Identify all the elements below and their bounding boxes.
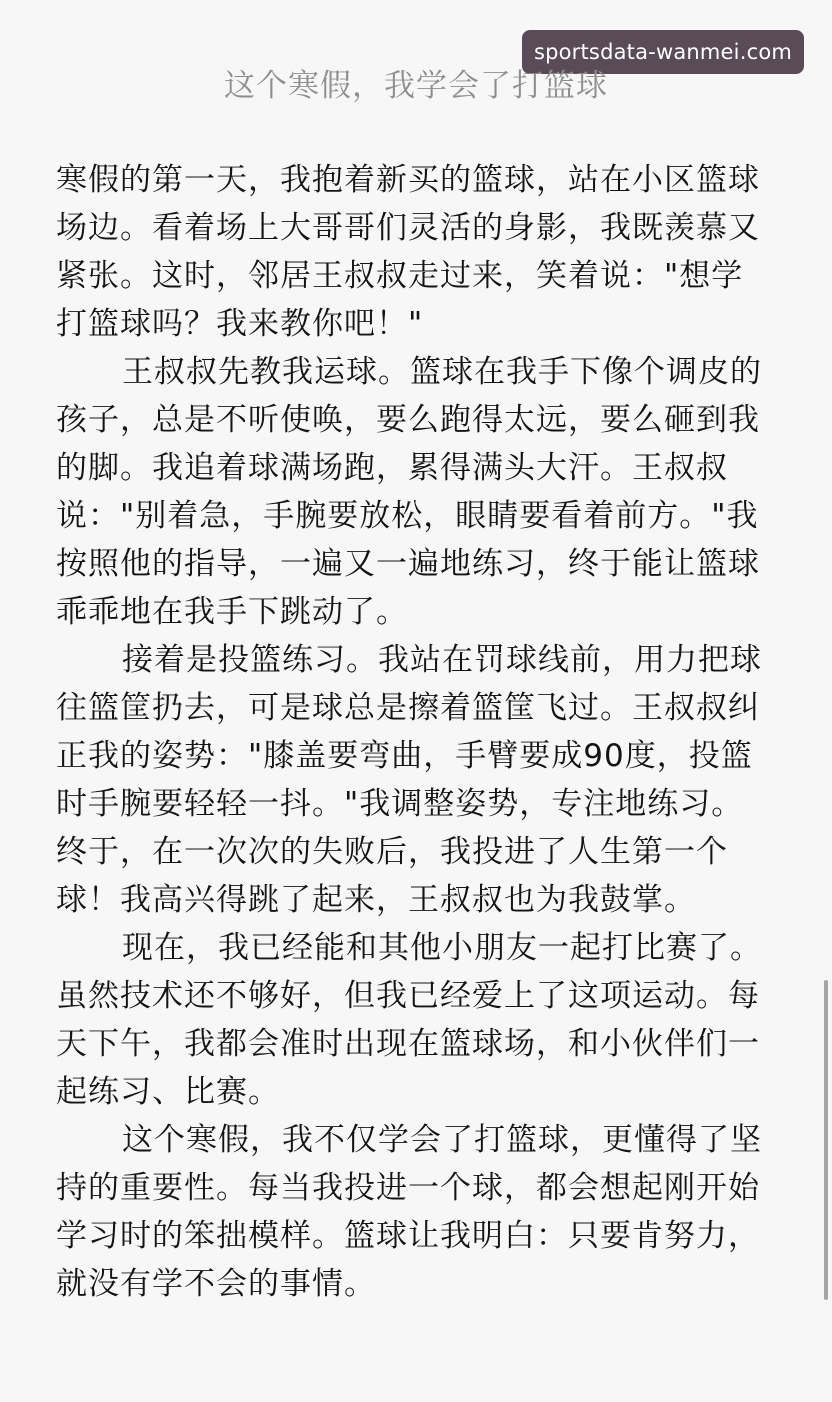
paragraph-5: 这个寒假，我不仅学会了打篮球，更懂得了坚持的重要性。每当我投进一个球，都会想起刚开始学习时的笨拙模样。篮球让我明白：只要肯努力，就没有学不会的事情。 [56,1122,762,1302]
paragraph-2: 王叔叔先教我运球。篮球在我手下像个调皮的孩子，总是不听使唤，要么跑得太远，要么砸到我的脚。我追着球满场跑，累得满头大汗。王叔叔说："别着急，手腕要放松，眼睛要看着前方。"我按照他的指导，一遍又一遍地练习，终于能让篮球乖乖地在我手下跳动了。 [56,354,762,630]
scrollbar-thumb[interactable] [824,980,828,1300]
paragraph-3: 接着是投篮练习。我站在罚球线前，用力把球往篮筐扔去，可是球总是擦着篮筐飞过。王叔叔纠正我的姿势："膝盖要弯曲，手臂要成90度，投篮时手腕要轻轻一抖。"我调整姿势，专注地练习。终于，在一次次的失败后，我投进了人生第一个球！我高兴得跳了起来，王叔叔也为我鼓掌。 [56,642,762,918]
paragraph-1: 寒假的第一天，我抱着新买的篮球，站在小区篮球场边。看着场上大哥哥们灵活的身影，我既羡慕又紧张。这时，邻居王叔叔走过来，笑着说："想学打篮球吗？我来教你吧！" [56,162,760,342]
article-body [56,156,774,1308]
watermark-badge: sportsdata-wanmei.com [522,30,804,74]
article-title: 这个寒假，我学会了打篮球 [224,68,608,104]
paragraph-4: 现在，我已经能和其他小朋友一起打比赛了。虽然技术还不够好，但我已经爱上了这项运动。每天下午，我都会准时出现在篮球场，和小伙伴们一起练习、比赛。 [56,930,762,1110]
scrollbar[interactable] [824,980,828,1300]
